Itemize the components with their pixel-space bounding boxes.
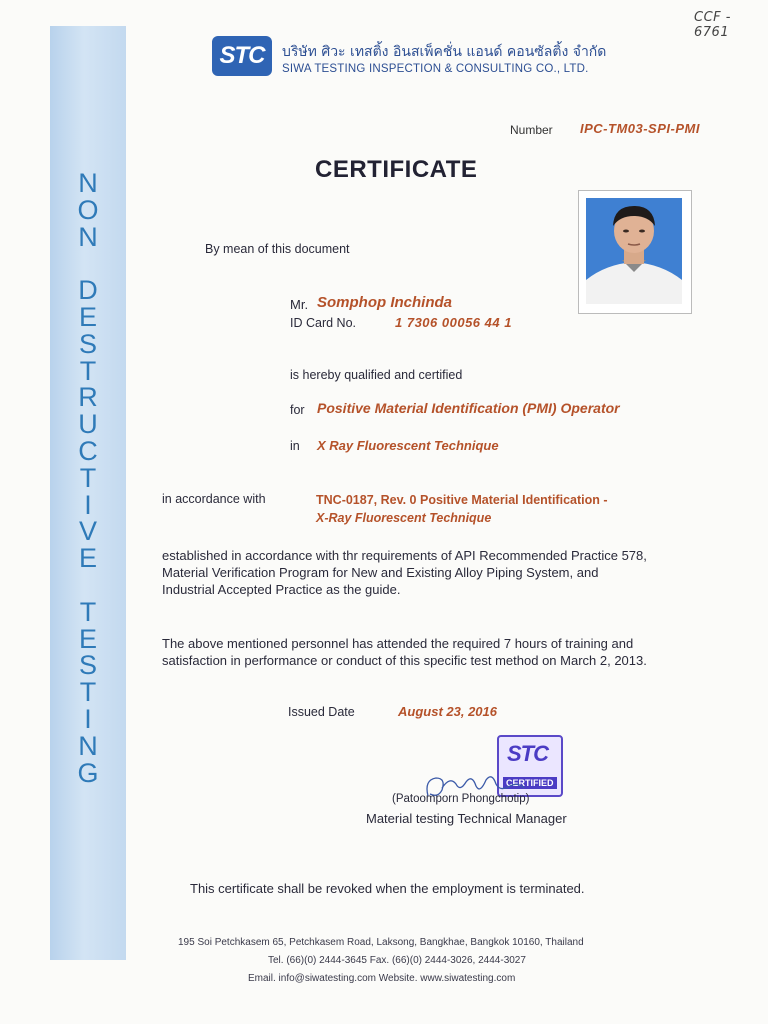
training-line: The above mentioned personnel has attended the required 7 hours of training and xyxy=(162,636,634,651)
accordance-label: in accordance with xyxy=(162,492,266,506)
issued-date-value: August 23, 2016 xyxy=(398,704,497,719)
person-portrait-icon xyxy=(586,198,682,304)
sidebar-letter: T xyxy=(79,596,97,627)
sidebar-letter: I xyxy=(84,489,92,520)
qualified-text: is hereby qualified and certified xyxy=(290,368,463,382)
training-paragraph xyxy=(162,635,647,669)
issued-date-label: Issued Date xyxy=(288,705,355,719)
sidebar-letter: D xyxy=(78,275,98,306)
id-card-label: ID Card No. xyxy=(290,316,356,330)
sidebar-letter: S xyxy=(78,650,97,681)
certificate-title: CERTIFICATE xyxy=(315,156,478,183)
sidebar-letter: N xyxy=(78,730,98,761)
technique-value: X Ray Fluorescent Technique xyxy=(317,438,499,453)
sidebar-letter: R xyxy=(78,382,98,413)
sidebar-letter: E xyxy=(78,543,97,574)
requirements-paragraph xyxy=(162,547,647,598)
person-photo xyxy=(586,198,682,304)
sidebar-letter: O xyxy=(77,194,99,225)
in-label: in xyxy=(290,439,300,453)
sidebar-letter: S xyxy=(78,328,97,359)
sidebar-letter: T xyxy=(79,677,97,708)
requirements-line: Industrial Accepted Practice as the guide. xyxy=(162,582,401,597)
sidebar-letter: N xyxy=(78,168,98,198)
accordance-standard-line2: X-Ray Fluorescent Technique xyxy=(316,511,492,525)
signer-name: (Patoomporn Phongchotip) xyxy=(392,793,530,805)
person-name: Somphop Inchinda xyxy=(317,294,452,311)
sidebar-letter: E xyxy=(78,302,97,332)
sidebar-letter: I xyxy=(84,704,92,734)
sidebar-letter: T xyxy=(79,462,97,493)
sidebar-letter: C xyxy=(78,436,98,466)
requirements-line: Material Verification Program for New and Existing Alloy Piping System, and xyxy=(162,565,599,580)
company-name-english: SIWA TESTING INSPECTION & CONSULTING CO., LTD. xyxy=(282,63,589,75)
stamp-certified-text: CERTIFIED xyxy=(503,777,557,789)
sidebar-letter: U xyxy=(78,409,98,440)
footer-phone: Tel. (66)(0) 2444-3645 Fax. (66)(0) 2444-3026, 2444-3027 xyxy=(268,955,526,966)
sidebar-letter: N xyxy=(78,221,98,252)
revocation-notice: This certificate shall be revoked when the employment is terminated. xyxy=(190,881,585,896)
footer-web: Email. info@siwatesting.com Website. www.siwatesting.com xyxy=(248,973,516,984)
requirements-line: established in accordance with thr requirements of API Recommended Practice 578, xyxy=(162,548,647,563)
certificate-number-label: Number xyxy=(510,123,553,137)
qualification-field: Positive Material Identification (PMI) Operator xyxy=(317,400,620,416)
footer-address: 195 Soi Petchkasem 65, Petchkasem Road, Laksong, Bangkhae, Bangkok 10160, Thailand xyxy=(178,937,584,948)
signer-title: Material testing Technical Manager xyxy=(366,811,567,826)
sidebar-letter: V xyxy=(78,516,97,547)
accordance-standard-line1: TNC-0187, Rev. 0 Positive Material Identification - xyxy=(316,493,608,507)
sidebar-letter: T xyxy=(79,355,97,386)
sidebar-letter: G xyxy=(77,757,99,788)
training-line: satisfaction in performance or conduct of this specific test method on March 2, 2013. xyxy=(162,653,647,668)
company-name-thai: บริษัท ศิวะ เทสติ้ง อินสเพ็คชั่น แอนด์ คอนซัลติ้ง จำกัด xyxy=(282,44,607,60)
intro-text: By mean of this document xyxy=(205,242,350,256)
id-card-value: 1 7306 00056 44 1 xyxy=(395,315,512,330)
sidebar-letter: E xyxy=(78,623,97,654)
name-prefix: Mr. xyxy=(290,297,309,312)
certificate-number-value: IPC-TM03-SPI-PMI xyxy=(580,121,700,136)
company-logo: STC xyxy=(212,36,272,76)
for-label: for xyxy=(290,403,305,417)
handwritten-reference-note: CCF - 6761 xyxy=(694,10,731,40)
non-destructive-testing-sidebar xyxy=(50,26,126,960)
stamp-logo: STC xyxy=(507,741,548,766)
